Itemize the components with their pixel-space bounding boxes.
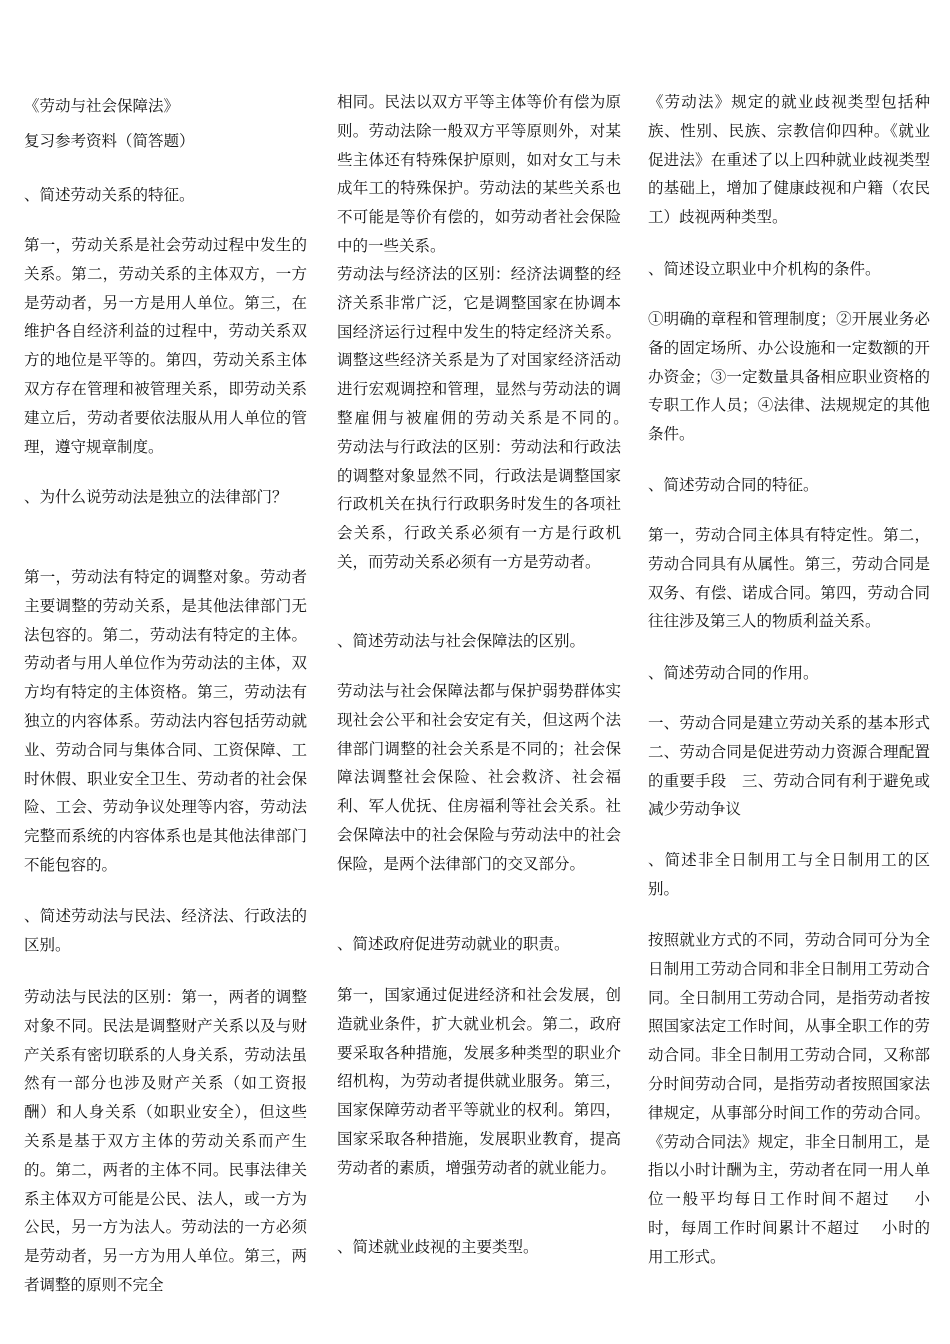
doc-subtitle: 复习参考资料（简答题） xyxy=(24,132,195,150)
answer-paragraph: 第一，劳动关系是社会劳动过程中发生的关系。第二，劳动关系的主体双方，一方是劳动者，另一方是用人单位。第三，在维护各自经济利益的过程中，劳动关系双方的地位是平等的。第四，劳动关系主体双方存在管理和被管理关系，即劳动关系建立后，劳动者要依法服从用人单位的管理，遵守规章制度。 xyxy=(24,236,307,456)
question-heading: 、简述就业歧视的主要类型。 xyxy=(337,1238,539,1256)
answer-paragraph: 一、劳动合同是建立劳动关系的基本形式 二、劳动合同是促进劳动力资源合理配置的重要手段 三、劳动合同有利于避免或减少劳动争议 xyxy=(648,714,946,819)
answer-paragraph: 相同。民法以双方平等主体等价有偿为原则。劳动法除一般双方平等原则外，对某些主体还有特殊保护原则，如对女工与未成年工的特殊保护。劳动法的某些关系也不可能是等价有偿的，如劳动者社会保险中的一些关系。 xyxy=(337,93,621,255)
answer-paragraph: 第一，劳动法有特定的调整对象。劳动者主要调整的劳动关系，是其他法律部门无法包容的。第二，劳动法有特定的主体。劳动者与用人单位作为劳动法的主体，双方均有特定的主体资格。第三，劳动法有独立的内容体系。劳动法内容包括劳动就业、劳动合同与集体合同、工资保障、工时休假、职业安全卫生、劳动者的社会保险、工会、劳动争议处理等内容，劳动法完整而系统的内容体系也是其他法律部门不能包容的。 xyxy=(24,568,307,874)
answer-paragraph: 劳动法与经济法的区别：经济法调整的经济关系非常广泛，它是调整国家在协调本国经济运行过程中发生的特定经济关系。调整这些经济关系是为了对国家经济活动进行宏观调控和管理，显然与劳动法的调整雇佣与被雇佣的劳动关系是不同的。 劳动法与行政法的区别：劳动法和行政法的调整对象显然不同，行政法是调整国家行政机关在执行行政职务时发生的各项社会关系，行政关系必须有一方是行政机关，而劳动关系必须有一方是劳动者。 xyxy=(337,265,637,571)
answer-paragraph: 劳动法与社会保障法都与保护弱势群体实现社会公平和社会安定有关，但这两个法律部门调整的社会关系是不同的；社会保障法调整社会保险、社会救济、社会福利、军人优抚、住房福利等社会关系。社会保障法中的社会保险与劳动法中的社会保险，是两个法律部门的交叉部分。 xyxy=(337,682,621,873)
answer-paragraph: 劳动法与民法的区别：第一，两者的调整对象不同。民法是调整财产关系以及与财产关系有密切联系的人身关系，劳动法虽然有一部分也涉及财产关系（如工资报酬）和人身关系（如职业安全），但这些关系是基于双方主体的劳动关系而产生的。第二，两者的主体不同。民事法律关系主体双方可能是公民、法人，或一方为公民，另一方为法人。劳动法的一方必须是劳动者，另一方为用人单位。第三，两者调整的原则不完全 xyxy=(24,988,307,1294)
answer-paragraph: 第一，国家通过促进经济和社会发展，创造就业条件，扩大就业机会。第二，政府要采取各种措施，发展多种类型的职业介绍机构，为劳动者提供就业服务。第三，国家保障劳动者平等就业的权利。第四，国家采取各种措施，发展职业教育，提高劳动者的素质，增强劳动者的就业能力。 xyxy=(337,986,621,1177)
question-heading: 、简述劳动法与社会保障法的区别。 xyxy=(337,632,586,650)
answer-paragraph: ①明确的章程和管理制度；②开展业务必备的固定场所、办公设施和一定数额的开办资金；③一定数量具备相应职业资格的专职工作人员；④法律、法规规定的其他条件。 xyxy=(648,310,930,444)
question-heading: 、简述劳动关系的特征。 xyxy=(24,186,195,204)
question-heading: 、简述劳动合同的作用。 xyxy=(648,664,819,682)
answer-paragraph: 按照就业方式的不同，劳动合同可分为全日制用工劳动合同和非全日制用工劳动合同。全日制用工劳动合同，是指劳动者按照国家法定工作时间，从事全职工作的劳动合同。非全日制用工劳动合同，又称部分时间劳动合同，是指劳动者按照国家法律规定，从事部分时间工作的劳动合同。《劳动合同法》规定，非全日制用工，是指以小时计酬为主，劳动者在同一用人单位一般平均每日工作时间不超过 小时，每周工作时间累计不超过 小时的用工形式。 xyxy=(648,931,930,1266)
question-heading: 、简述政府促进劳动就业的职责。 xyxy=(337,935,570,953)
doc-title: 《劳动与社会保障法》 xyxy=(24,97,180,115)
answer-paragraph: 《劳动法》规定的就业歧视类型包括种族、性别、民族、宗教信仰四种。《就业促进法》在重述了以上四种就业歧视类型的基础上，增加了健康歧视和户籍（农民工）歧视两种类型。 xyxy=(648,93,930,227)
question-heading: 、简述劳动法与民法、经济法、行政法的区别。 xyxy=(24,907,307,954)
answer-paragraph: 第一，劳动合同主体具有特定性。第二，劳动合同具有从属性。第三，劳动合同是双务、有偿、诺成合同。第四，劳动合同往往涉及第三人的物质利益关系。 xyxy=(648,526,930,631)
question-heading: 、为什么说劳动法是独立的法律部门？ xyxy=(24,488,288,506)
question-heading: 、简述非全日制用工与全日制用工的区别。 xyxy=(648,851,930,898)
question-heading: 、简述劳动合同的特征。 xyxy=(648,476,819,494)
question-heading: 、简述设立职业中介机构的条件。 xyxy=(648,260,881,278)
